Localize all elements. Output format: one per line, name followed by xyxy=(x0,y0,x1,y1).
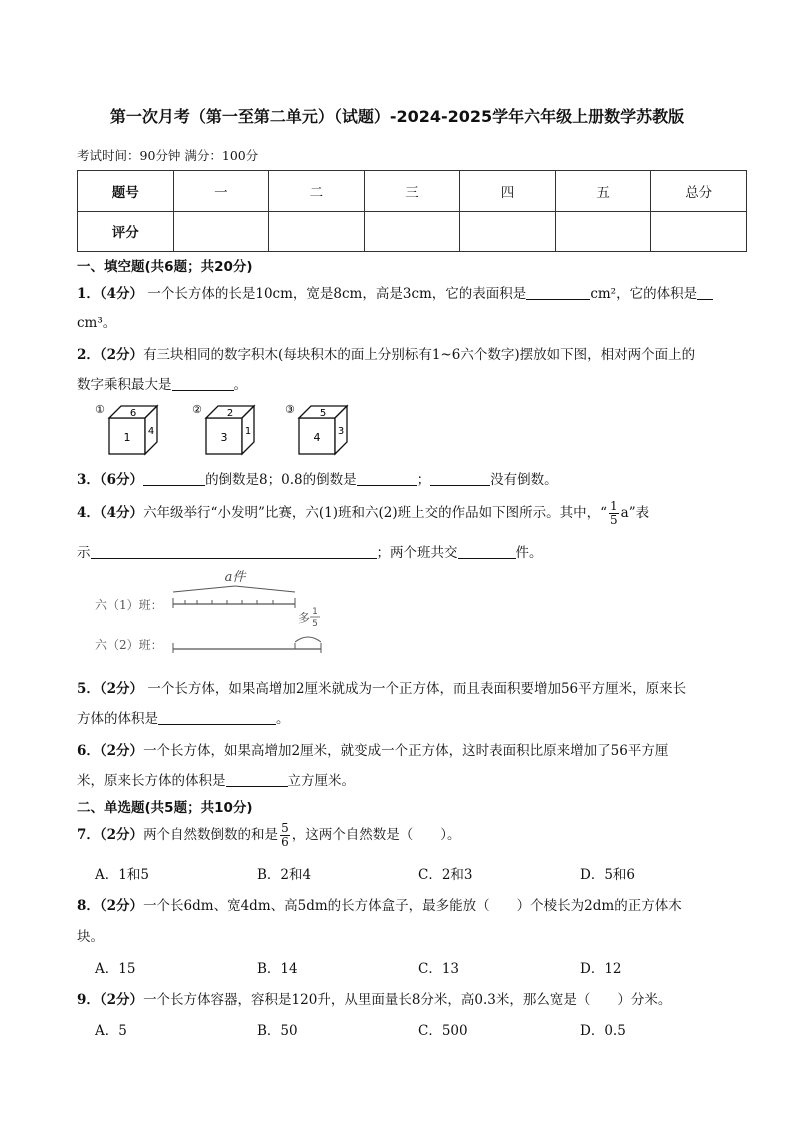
cube-label: ② xyxy=(192,403,202,416)
question-number: 3． xyxy=(77,472,100,488)
score-table-header-row xyxy=(78,171,747,212)
question-text: 。 xyxy=(233,377,247,393)
score-cell[interactable] xyxy=(651,211,747,252)
diagram-more-label: 多 xyxy=(298,611,311,625)
question-text: 数字乘积最大是 xyxy=(77,377,172,393)
section-heading-fill-in: 一、填空题(共6题；共20分) xyxy=(77,259,253,275)
question-text: 示 xyxy=(77,545,91,561)
diagram-row2-label: 六（2）班： xyxy=(95,638,163,652)
cube-front-number: 3 xyxy=(220,431,228,444)
question-score: （2分） xyxy=(99,992,144,1008)
fraction xyxy=(609,500,619,527)
answer-blank[interactable] xyxy=(143,471,205,486)
cube-front-number: 4 xyxy=(313,431,321,444)
question-text: cm²，它的体积是 xyxy=(590,286,698,302)
question-1 xyxy=(77,282,749,302)
fraction-numerator: 1 xyxy=(610,499,618,513)
cubes-figure xyxy=(95,400,365,460)
question-score: （2分） xyxy=(99,347,144,363)
answer-blank[interactable] xyxy=(158,710,276,725)
cube-label: ③ xyxy=(285,403,295,416)
cube-figure-1 xyxy=(95,403,157,454)
question-score: （2分） xyxy=(99,743,144,759)
question-text: 一个长方体容器，容积是120升，从里面量长8分米，高0.3米，那么宽是（ ）分米。 xyxy=(143,992,672,1008)
question-5-cont xyxy=(77,707,749,727)
page-title: 第一次月考（第一至第二单元）（试题）-2024-2025学年六年级上册数学苏教版 xyxy=(109,107,685,126)
diagram-more-numerator: 1 xyxy=(312,607,318,617)
option-d[interactable]: D．5和6 xyxy=(580,867,636,883)
question-text: a”表 xyxy=(620,505,650,521)
question-score: （2分） xyxy=(99,681,144,697)
option-b[interactable]: B．2和4 xyxy=(257,867,312,883)
option-b[interactable]: B．50 xyxy=(257,1023,298,1039)
answer-blank[interactable] xyxy=(172,376,234,391)
option-a[interactable]: A．1和5 xyxy=(95,867,149,883)
question-text: 一个长6dm、宽4dm、高5dm的长方体盒子，最多能放（ ）个棱长为2dm的正方体木 xyxy=(143,898,682,914)
question-2 xyxy=(77,343,749,363)
question-score: （4分） xyxy=(99,286,144,302)
option-b[interactable]: B．14 xyxy=(257,961,298,977)
question-text: cm³。 xyxy=(77,315,117,331)
question-number: 8． xyxy=(77,898,100,914)
question-number: 9． xyxy=(77,992,100,1008)
option-c[interactable]: C．13 xyxy=(418,961,460,977)
score-header-cell: 题号 xyxy=(78,171,174,212)
question-text: 米，原来长方体的体积是 xyxy=(77,773,226,789)
score-cell[interactable] xyxy=(460,211,556,252)
question-number: 5． xyxy=(77,681,100,697)
section-heading-single-choice: 二、单选题(共5题；共10分) xyxy=(77,800,253,816)
question-text: 没有倒数。 xyxy=(490,472,558,488)
score-cell[interactable] xyxy=(173,211,269,252)
exam-meta: 考试时间：90分钟 满分：100分 xyxy=(77,148,259,163)
diagram-row1-label: 六（1）班： xyxy=(95,598,163,612)
option-c[interactable]: C．500 xyxy=(418,1023,468,1039)
question-text: 一个长方体的长是10cm，宽是8cm，高是3cm，它的表面积是 xyxy=(147,286,527,302)
cube-side-number: 1 xyxy=(244,426,252,437)
question-text: 两个自然数倒数的和是 xyxy=(143,827,279,843)
score-cell[interactable] xyxy=(269,211,365,252)
answer-blank[interactable] xyxy=(357,471,417,486)
cube-front-number: 1 xyxy=(123,431,131,444)
option-a[interactable]: A．5 xyxy=(95,1023,127,1039)
question-number: 7． xyxy=(77,827,100,843)
question-text: 。 xyxy=(276,711,290,727)
fraction-numerator: 5 xyxy=(281,821,289,835)
question-2-cont xyxy=(77,373,749,393)
question-4-cont xyxy=(77,541,749,561)
question-text: 件。 xyxy=(515,545,543,561)
question-text: 块。 xyxy=(77,929,104,945)
question-number: 4． xyxy=(77,505,100,521)
question-score: （6分） xyxy=(99,472,144,488)
question-6-cont xyxy=(77,769,749,789)
cube-side-number: 3 xyxy=(337,426,345,437)
score-header-cell: 一 xyxy=(173,171,269,212)
question-text: 立方厘米。 xyxy=(287,773,355,789)
cube-top-number: 6 xyxy=(129,408,137,419)
question-text: 有三块相同的数字积木(每块积木的面上分别标有1~6六个数字)摆放如下图，相对两个面上的 xyxy=(143,347,696,363)
cube-figure-2 xyxy=(192,403,254,454)
cube-figure-3 xyxy=(285,403,347,454)
diagram-top-label: a件 xyxy=(224,570,246,585)
segment-diagram xyxy=(95,566,335,658)
question-score: （4分） xyxy=(99,505,144,521)
question-text: ； xyxy=(416,472,431,488)
score-header-cell: 二 xyxy=(269,171,365,212)
fraction xyxy=(280,822,290,849)
answer-blank[interactable] xyxy=(526,285,590,300)
score-header-cell: 四 xyxy=(460,171,556,212)
question-8 xyxy=(77,894,749,914)
question-number: 6． xyxy=(77,743,100,759)
question-text: ，这两个自然数是（ ）。 xyxy=(291,827,461,843)
score-table xyxy=(77,170,747,252)
question-7 xyxy=(77,822,749,849)
question-number: 1． xyxy=(77,286,100,302)
score-header-cell: 三 xyxy=(364,171,460,212)
question-9 xyxy=(77,988,749,1008)
cube-side-number: 4 xyxy=(147,426,155,437)
question-4 xyxy=(77,500,749,527)
question-text: 方体的体积是 xyxy=(77,711,158,727)
question-5 xyxy=(77,677,749,697)
question-score: （2分） xyxy=(99,898,144,914)
question-text: 的倒数是8；0.8的倒数是 xyxy=(205,472,357,488)
cube-top-number: 2 xyxy=(226,408,234,419)
question-text: ；两个班共交 xyxy=(376,545,458,561)
diagram-more-denominator: 5 xyxy=(312,619,318,629)
option-d[interactable]: D．0.5 xyxy=(580,1023,626,1039)
cube-top-number: 5 xyxy=(319,408,327,419)
question-text: 一个长方体，如果高增加2厘米，就变成一个正方体，这时表面积比原来增加了56平方厘 xyxy=(143,743,669,759)
option-d[interactable]: D．12 xyxy=(580,961,622,977)
question-text: 六年级举行“小发明”比赛，六(1)班和六(2)班上交的作品如下图所示。其中，“ xyxy=(143,505,608,521)
score-cell[interactable] xyxy=(364,211,460,252)
score-header-cell: 五 xyxy=(555,171,651,212)
question-1-cont xyxy=(77,311,749,331)
cube-label: ① xyxy=(95,403,105,416)
answer-blank[interactable] xyxy=(91,544,377,559)
fraction-denominator: 6 xyxy=(281,835,289,849)
score-cell[interactable] xyxy=(555,211,651,252)
answer-blank[interactable] xyxy=(226,772,288,787)
question-score: （2分） xyxy=(99,827,144,843)
question-3 xyxy=(77,468,749,488)
answer-blank[interactable] xyxy=(430,471,490,486)
answer-blank[interactable] xyxy=(458,544,516,559)
question-8-cont xyxy=(77,925,749,945)
option-c[interactable]: C．2和3 xyxy=(418,867,473,883)
fraction-denominator: 5 xyxy=(610,513,618,527)
question-6 xyxy=(77,739,749,759)
score-row-label: 评分 xyxy=(78,211,174,252)
answer-blank[interactable] xyxy=(697,285,713,300)
question-number: 2． xyxy=(77,347,100,363)
question-text: 一个长方体，如果高增加2厘米就成为一个正方体，而且表面积要增加56平方厘米，原来长 xyxy=(147,681,687,697)
option-a[interactable]: A．15 xyxy=(95,961,136,977)
score-header-cell: 总分 xyxy=(651,171,747,212)
score-table-score-row xyxy=(78,211,747,252)
